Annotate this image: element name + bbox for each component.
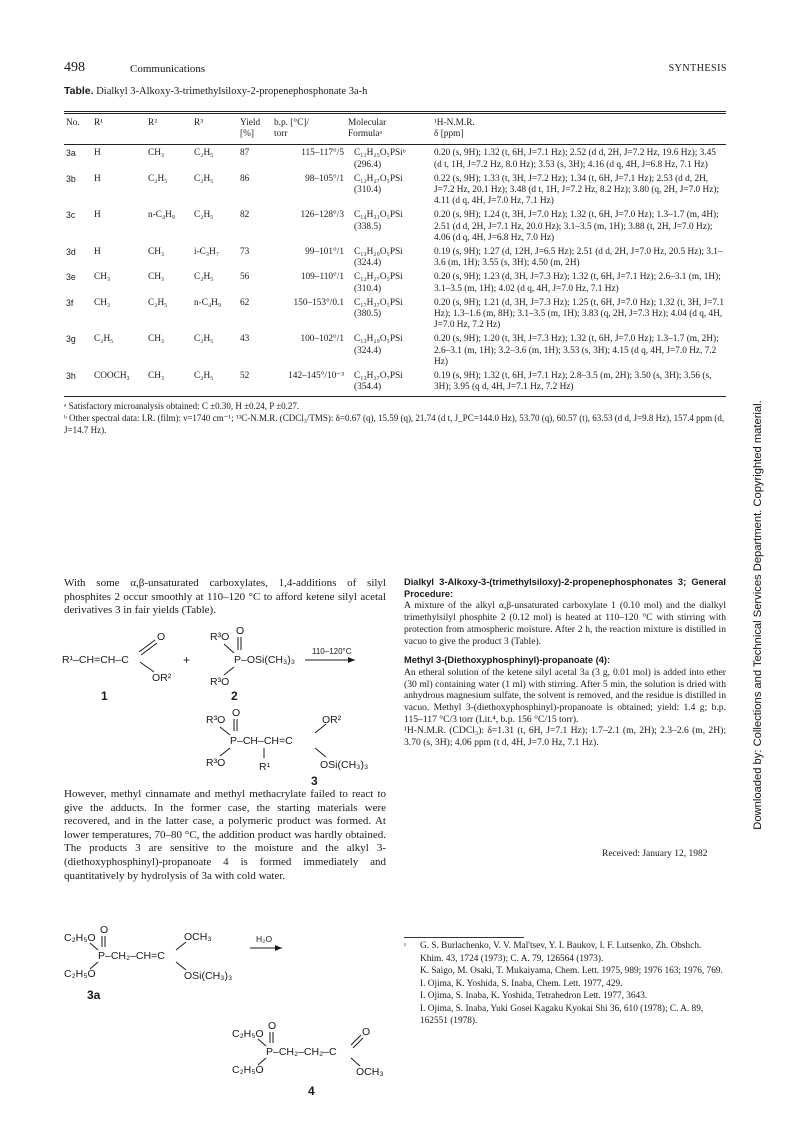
- formula-text: C₁₂H₂₇O₅PSi: [354, 173, 403, 184]
- references-rule: [404, 937, 524, 938]
- cell-formula: [346, 244, 432, 269]
- scheme1-product-osi: OSi(CH₃)₃: [320, 759, 369, 771]
- compound-label-3a: 3a: [87, 988, 101, 1002]
- cell-formula: [346, 171, 432, 208]
- cell-r2: CH₃: [148, 371, 165, 382]
- reference-text: I. Ojima, S. Inaba, Yuki Gosei Kagaku Kyokai Shi 36, 610 (1978); C. A. 89, 162551 (1978).: [420, 1003, 704, 1026]
- scheme1-product-or2: OR²: [322, 714, 342, 726]
- reaction-scheme-2: [60, 925, 390, 1120]
- molecular-weight: (310.4): [354, 185, 382, 196]
- cell-no: 3c: [66, 210, 76, 221]
- cell-bp: 109–110°/1: [300, 272, 344, 283]
- cell-r1: COOCH₃: [94, 371, 130, 382]
- procedure-text: A mixture of the alkyl α,β-unsaturated carboxylate 1 (0.10 mol) and the dialkyl trimethylsilyl phosphite 2 (0.12 mol) is heated at 110–120 °C with stirring with protection from atmospheric moisture. After 2 h, the reaction mixture is distilled in vacuo to give the product 3 (Table).: [404, 600, 726, 647]
- cell-formula: [346, 295, 432, 332]
- cell-bp: 100–102°/1: [300, 334, 344, 345]
- reference-item: [404, 965, 726, 978]
- methyl-nmr-text: ¹H-N.M.R. (CDCl₃): δ=1.31 (t, 6H, J=7.1 Hz); 1.7–2.1 (m, 2H); 2.3–2.6 (m, 2H); 3.70 (s, 3H); 4.06 ppm (t d, 4H, J=7.0 Hz, 7.1 Hz).: [404, 725, 726, 749]
- cell-bp: 98–105°/1: [305, 173, 344, 184]
- table-row: [64, 244, 726, 269]
- data-table: [64, 118, 726, 393]
- formula-text: C₁₇H₃₇O₅PSi: [354, 297, 403, 308]
- section-name: Communications: [130, 63, 206, 75]
- scheme2-4-carbonyl-o: O: [362, 1026, 371, 1038]
- scheme2-3a-c2h5o-bottom: C₂H₅O: [64, 968, 96, 980]
- methyl-procedure-title: Methyl 3-(Diethoxyphosphinyl)-propanoate (4):: [404, 655, 611, 666]
- cell-yield: 56: [240, 272, 250, 283]
- table-row: [64, 295, 726, 332]
- scheme1-product-r3o-bottom: R³O: [206, 757, 226, 769]
- cell-r2: CH₃: [148, 148, 165, 159]
- scheme1-r3o-bottom: R³O: [210, 676, 230, 688]
- reference-number: ¹: [404, 942, 407, 950]
- cell-r1: H: [94, 210, 101, 221]
- compound-label-2: 2: [231, 689, 238, 703]
- scheme2-3a-p-oxygen: O: [100, 924, 109, 936]
- references-list: [404, 940, 726, 1028]
- col-header-nmr: ¹H-N.M.R. δ [ppm]: [434, 118, 475, 140]
- col-header-formula: Molecular Formulaᵃ: [348, 118, 387, 140]
- cell-r2: CH₃: [148, 334, 165, 345]
- cell-no: 3a: [66, 148, 76, 159]
- cell-bp: 142–145°/10⁻³: [288, 371, 344, 382]
- cell-r1: CH₃: [94, 297, 111, 308]
- cell-r1: C₂H₅: [94, 334, 114, 345]
- cell-r3: i-C₃H₇: [194, 247, 220, 258]
- cell-r2: C₂H₅: [148, 297, 168, 308]
- cell-yield: 43: [240, 334, 250, 345]
- scheme1-product-r3o-top: R³O: [206, 714, 226, 726]
- molecular-weight: (324.4): [354, 258, 382, 269]
- cell-formula: [346, 145, 432, 170]
- scheme1-r3o-top: R³O: [210, 631, 230, 643]
- scheme2-4-och3: OCH₃: [356, 1066, 384, 1078]
- cell-r1: CH₃: [94, 272, 111, 283]
- cell-nmr: 0.20 (s, 9H); 1.21 (d, 3H, J=7.3 Hz); 1.25 (t, 6H, J=7.0 Hz); 1.32 (t, 3H, J=7.1 Hz); 1.3–1.6 (m, 8H); 3.1–3.5 (m, 1H); 3.83 (q, 2H, J=7.3 Hz); 4.04 (d q, 4H, J=7.0 Hz, 7.2 Hz): [434, 297, 724, 331]
- procedure-section: [404, 577, 726, 749]
- col-header-r3: R³: [194, 118, 203, 128]
- formula-text: C₁₄H₃₁O₅PSi: [354, 210, 403, 221]
- table-row: [64, 331, 726, 368]
- cell-bp: 99–101°/1: [305, 247, 344, 258]
- col-header-r2: R²: [148, 118, 157, 128]
- cell-yield: 62: [240, 297, 250, 308]
- cell-formula: [346, 269, 432, 294]
- cell-nmr: 0.19 (s, 9H); 1.32 (t, 6H, J=7.1 Hz); 2.8–3.5 (m, 2H); 3.50 (s, 3H); 3.56 (s, 3H); 3.95 (q d, 4H, J=7.1 Hz, 7.2 Hz): [434, 371, 712, 393]
- cell-formula: [346, 207, 432, 244]
- cell-r2: C₂H₅: [148, 173, 168, 184]
- compound-label-4: 4: [308, 1084, 315, 1098]
- cell-r2: n-C₄H₉: [148, 210, 176, 221]
- intro-paragraph: With some α,β-unsaturated carboxylates, 1,4-additions of silyl phosphites 2 occur smoothly at 110–120 °C to afford ketene silyl acetal derivatives 3 in fair yields (Table).: [64, 577, 386, 617]
- table-row: [64, 171, 726, 208]
- cell-nmr: 0.20 (s, 9H); 1.23 (d, 3H, J=7.3 Hz); 1.32 (t, 6H, J=7.1 Hz); 2.6–3.1 (m, 1H); 3.1–3.5 (m, 1H); 4.02 (d q, 4H, J=7.0 Hz, 7.1 Hz): [434, 272, 721, 294]
- discussion-paragraph: However, methyl cinnamate and methyl methacrylate failed to react to give the adducts. In the former case, the starting materials were recovered, and in the latter case, a polymeric product was formed. At lower temperatures, 70–80 °C, the addition product was hardly obtained. The products 3 are sensitive to the moisture and the alkyl 3-(diethoxyphosphinyl)-propanoate 4 is formed immediately and quantitatively by hydrolysis of 3a with cold water.: [64, 788, 386, 882]
- reference-text: G. S. Burlachenko, V. V. Mal'tsev, Y. I. Baukov, I. F. Lutsenko, Zh. Obshch. Khim. 43, 1724 (1973); C. A. 79, 126564 (1973).: [420, 941, 702, 964]
- footnote-a: ᵃ Satisfactory microanalysis obtained: C ±0.30, H ±0.24, P ±0.27.: [64, 401, 300, 411]
- scheme2-3a-osi: OSi(CH₃)₃: [184, 970, 233, 982]
- cell-bp: 150–153°/0.1: [293, 297, 344, 308]
- cell-r1: H: [94, 247, 101, 258]
- methyl-procedure-text: An etheral solution of the ketene silyl acetal 3a (3 g, 0.01 mol) is added into ether (30 ml) containing water (1 ml) with stirring. After 5 min, the solution is dried with anhydrous magnesium sulfate, the solvent is removed, and the residue is distilled in vacuo. Methyl 3-(diethoxyphosphinyl)-propanoate is obtained; yield: 1.4 g; b.p. 115–117 °C/3 torr (Lit.⁴, b.p. 156 °C/15 torr).: [404, 666, 726, 725]
- molecular-weight: (296.4): [354, 159, 382, 170]
- scheme2-3a-chain: P–CH₂–CH=C: [98, 950, 165, 962]
- formula-text: C₁₃H₂₉O₅PSi: [354, 334, 403, 345]
- cell-yield: 82: [240, 210, 250, 221]
- cell-formula: [346, 368, 432, 393]
- scheme2-4-c2h5o-top: C₂H₅O: [232, 1028, 264, 1040]
- reference-text: I. Ojima, S. Inaba, K. Yoshida, Tetrahedron Lett. 1977, 3643.: [420, 991, 648, 1001]
- cell-r3: C₂H₅: [194, 173, 214, 184]
- molecular-weight: (338.5): [354, 221, 382, 232]
- reference-item: [404, 1003, 726, 1028]
- received-date: Received: January 12, 1982: [602, 849, 708, 859]
- cell-r1: H: [94, 173, 101, 184]
- formula-text: C₁₃H₂₉O₅PSi: [354, 247, 403, 258]
- cell-no: 3g: [66, 334, 76, 345]
- scheme2-4-chain: P–CH₂–CH₂–C: [266, 1046, 337, 1058]
- cell-no: 3f: [66, 297, 74, 308]
- page-number: 498: [64, 60, 85, 75]
- scheme2-4-c2h5o-bottom: C₂H₅O: [232, 1064, 264, 1076]
- table-caption: [64, 85, 367, 97]
- table-row: [64, 207, 726, 244]
- cell-no: 3d: [66, 247, 76, 258]
- table-row: [64, 269, 726, 294]
- cell-r3: C₂H₅: [194, 371, 214, 382]
- scheme2-3a-och3: OCH₃: [184, 931, 212, 943]
- reference-number: [404, 1003, 420, 1028]
- col-header-r1: R¹: [94, 118, 103, 128]
- cell-no: 3e: [66, 272, 76, 283]
- reference-number: [404, 990, 420, 1003]
- col-header-no: No.: [66, 118, 80, 128]
- reference-text: K. Saigo, M. Osaki, T. Mukaiyama, Chem. Lett. 1975, 989; 1976 163; 1976, 769.: [420, 966, 723, 976]
- cell-r1: H: [94, 148, 101, 159]
- scheme2-reagent: H₂O: [256, 934, 273, 944]
- molecular-weight: (310.4): [354, 283, 382, 294]
- table-header-row: [64, 118, 726, 144]
- table-label: Table.: [64, 85, 94, 97]
- scheme1-condition: 110–120°C: [312, 647, 352, 656]
- cell-no: 3h: [66, 371, 76, 382]
- molecular-weight: (324.4): [354, 345, 382, 356]
- scheme2-4-p-oxygen: O: [268, 1020, 277, 1032]
- col-header-yield: Yield [%]: [240, 118, 261, 140]
- cell-formula: [346, 331, 432, 368]
- cell-nmr: 0.20 (s, 9H); 1.32 (t, 6H, J=7.1 Hz); 2.52 (d d, 2H, J=7.2 Hz, 19.6 Hz); 3.45 (d t, 1H, J=7.2 Hz, 8.0 Hz); 3.53 (s, 3H); 4.16 (d q, 4H, J=6.8 Hz, 7.1 Hz): [434, 148, 716, 170]
- reference-number: [404, 965, 420, 978]
- cell-bp: 115–117°/5: [301, 148, 344, 159]
- cell-nmr: 0.22 (s, 9H); 1.33 (t, 3H, J=7.2 Hz); 1.34 (t, 6H, J=7.1 Hz); 2.53 (d d, 2H, J=7.2 Hz, 20.1 Hz); 3.48 (d t, 1H, J=7.2 Hz, 8.2 Hz); 3.80 (q, 2H, J=7.0 Hz); 4.11 (d q, 4H, J=7.0 Hz, 7.1 Hz): [434, 173, 720, 207]
- cell-r3: C₂H₅: [194, 334, 214, 345]
- cell-r2: CH₃: [148, 247, 165, 258]
- table-body: [64, 145, 726, 393]
- formula-text: C₁₃H₂₇O₇PSi: [354, 371, 403, 382]
- table-row: [64, 368, 726, 393]
- scheme1-or2: OR²: [152, 672, 172, 684]
- cell-r2: CH₃: [148, 272, 165, 283]
- scheme1-carbonyl-o: O: [157, 631, 166, 643]
- scheme1-compound1-chain: R¹–CH=CH–C: [62, 654, 129, 666]
- cell-bp: 126–128°/3: [300, 210, 344, 221]
- cell-yield: 87: [240, 148, 250, 159]
- cell-r3: C₂H₅: [194, 272, 214, 283]
- reference-item: [404, 978, 726, 991]
- cell-yield: 73: [240, 247, 250, 258]
- table-row: [64, 145, 726, 170]
- procedure-title: Dialkyl 3-Alkoxy-3-(trimethylsiloxy)-2-propenephosphonates 3; General Procedure:: [404, 577, 726, 599]
- scheme1-plus: +: [183, 653, 191, 667]
- cell-r3: n-C₄H₉: [194, 297, 222, 308]
- reference-number: [404, 978, 420, 991]
- molecular-weight: (380.5): [354, 309, 382, 320]
- scheme1-phosphite: P–OSi(CH₃)₃: [234, 654, 296, 666]
- molecular-weight: (354.4): [354, 382, 382, 393]
- scheme1-p-oxygen: O: [236, 625, 245, 637]
- scheme1-product-p-oxygen: O: [232, 707, 241, 719]
- table-title: Dialkyl 3-Alkoxy-3-trimethylsiloxy-2-propenephosphonate 3a-h: [96, 86, 368, 97]
- formula-text: C₁₂H₂₇O₅PSi: [354, 272, 403, 283]
- compound-label-1: 1: [101, 689, 108, 703]
- reference-item: [404, 990, 726, 1003]
- cell-r3: C₂H₅: [194, 210, 214, 221]
- table-top-rule: [64, 111, 726, 112]
- reference-item: [404, 940, 726, 965]
- download-notice: Downloaded by: Collections and Technical Services Department. Copyrighted material.: [752, 400, 764, 830]
- col-header-bp: b.p. [°C]/ torr: [274, 118, 309, 140]
- reference-text: I. Ojima, K. Yoshida, S. Inaba, Chem. Lett. 1977, 429.: [420, 978, 623, 989]
- cell-r3: C₂H₅: [194, 148, 214, 159]
- cell-yield: 52: [240, 371, 250, 382]
- reaction-scheme-1: [60, 620, 390, 788]
- scheme2-3a-c2h5o-top: C₂H₅O: [64, 932, 96, 944]
- table-top-rule-2: [64, 113, 726, 114]
- cell-nmr: 0.20 (s, 9H); 1.20 (t, 3H, J=7.3 Hz); 1.32 (t, 6H, J=7.0 Hz); 1.3–1.7 (m, 2H); 2.6–3.1 (m, 1H); 3.2–3.6 (m, 1H); 3.53 (s, 3H); 4.15 (d q, 4H, J=7.0 Hz, 7.2 Hz): [434, 334, 719, 367]
- scheme1-product-r1: R¹: [259, 761, 271, 773]
- cell-yield: 86: [240, 173, 250, 184]
- formula-text: C₁₁H₂₅O₅PSiᵇ: [354, 148, 406, 159]
- cell-no: 3b: [66, 173, 76, 184]
- cell-nmr: 0.20 (s, 9H); 1.24 (t, 3H, J=7.0 Hz); 1.32 (t, 6H, J=7.0 Hz); 1.3–1.7 (m, 4H); 2.51 (d d, 2H, J=7.1 Hz, 20.0 Hz); 3.1–3.5 (m, 1H); 3.88 (t, 2H, J=7.0 Hz); 4.06 (d q, 4H, J=6.8 Hz, 7.0 Hz): [434, 210, 719, 243]
- table-bottom-rule: [64, 396, 726, 397]
- journal-name: SYNTHESIS: [668, 63, 727, 74]
- footnote-b: ᵇ Other spectral data: I.R. (film): ν=1740 cm⁻¹; ¹³C-N.M.R. (CDCl₃/TMS): δ=0.67 (q), 15.59 (q), 21.74 (d t, J_PC=144.0 Hz), 53.70 (q), 60.57 (t), 63.53 (d d, J=9.8 Hz), 157.4 ppm (d, J=14.7 Hz).: [64, 413, 725, 435]
- scheme1-product-chain: P–CH–CH=C: [230, 735, 293, 747]
- compound-label-3: 3: [311, 774, 318, 788]
- cell-nmr: 0.19 (s, 9H); 1.27 (d, 12H, J=6.5 Hz); 2.51 (d d, 2H, J=7.0 Hz, 20.5 Hz); 3.1–3.6 (m, 1H); 3.55 (s, 3H); 4.50 (m, 2H): [434, 247, 723, 269]
